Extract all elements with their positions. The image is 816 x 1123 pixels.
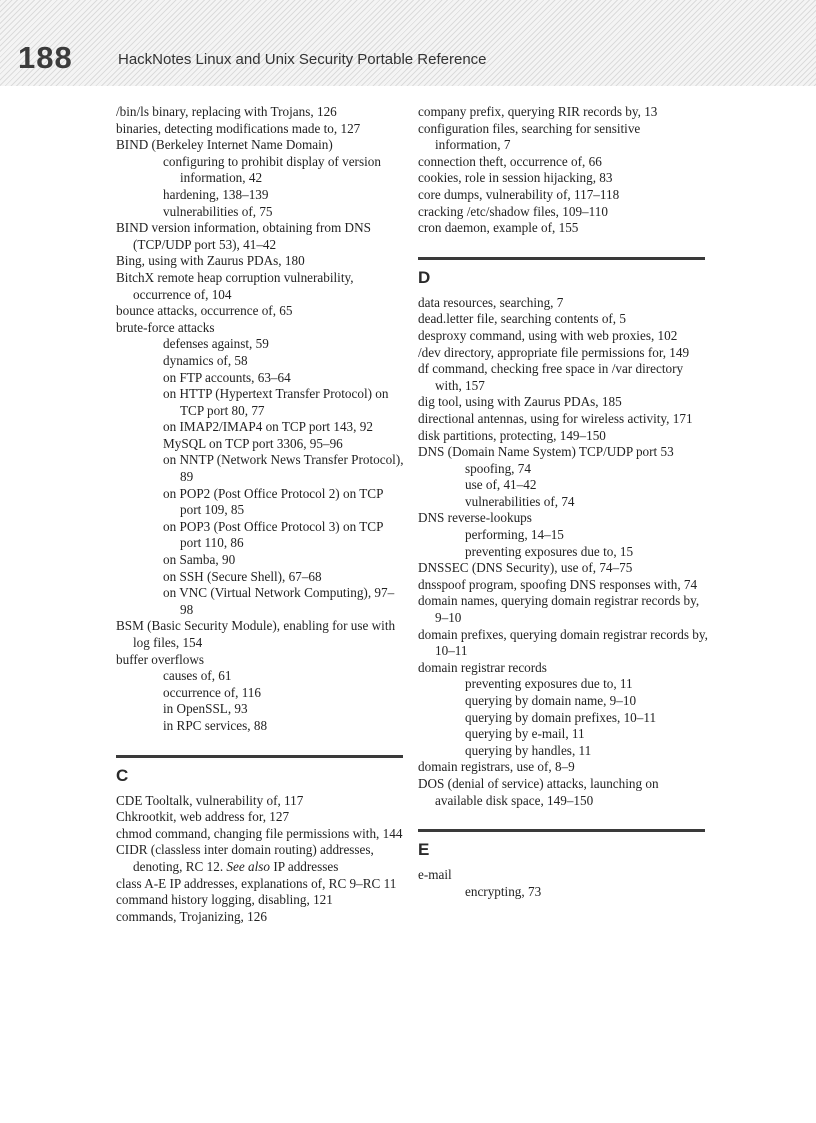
index-entry: e-mail (418, 867, 452, 883)
index-section-continued (418, 104, 708, 237)
index-entry: BIND (Berkeley Internet Name Domain) (116, 137, 333, 153)
index-entry: DOS (denial of service) attacks, launching on available disk space, 149–150 (418, 775, 659, 808)
index-entry (116, 842, 406, 875)
entry-text-continued: IP addresses (273, 858, 339, 874)
index-entry: DNS (Domain Name System) TCP/UDP port 53 (418, 444, 674, 460)
index-entry: Chkrootkit, web address for, 127 (116, 809, 290, 825)
index-entry: data resources, searching, 7 (418, 294, 564, 310)
index-subentry: MySQL on TCP port 3306, 95–96 (163, 435, 343, 451)
index-subentry: on POP3 (Post Office Protocol 3) on TCP port 110, 86 (163, 518, 383, 551)
index-subentry: on VNC (Virtual Network Computing), 97–98 (163, 585, 395, 617)
see-also-reference: See also (226, 858, 271, 874)
index-subentry: on SSH (Secure Shell), 67–68 (163, 568, 322, 584)
index-subentry: configuring to prohibit display of version information, 42 (163, 153, 381, 186)
index-entry: commands, Trojanizing, 126 (116, 908, 267, 924)
index-entry: BSM (Basic Security Module), enabling for use with log files, 154 (116, 618, 396, 650)
index-column-left (116, 104, 406, 925)
index-entry: BIND version information, obtaining from DNS (TCP/UDP port 53), 41–42 (116, 220, 371, 252)
index-entry: dig tool, using with Zaurus PDAs, 185 (418, 394, 622, 410)
index-section-continued (116, 104, 406, 735)
index-section-d (418, 257, 708, 809)
index-entry: bounce attacks, occurrence of, 65 (116, 303, 293, 319)
index-entry: connection theft, occurrence of, 66 (418, 153, 602, 169)
index-entry: domain registrars, use of, 8–9 (418, 759, 575, 775)
index-subentry: querying by e-mail, 11 (465, 726, 585, 742)
index-entry: class A-E IP addresses, explanations of, RC 9–RC 11 (116, 875, 397, 891)
index-subentry: in OpenSSL, 93 (163, 701, 248, 717)
index-entry: core dumps, vulnerability of, 117–118 (418, 186, 620, 202)
index-entry: binaries, detecting modifications made to, 127 (116, 120, 361, 136)
header-band (0, 0, 816, 86)
index-entry: domain prefixes, querying domain registrar records by, 10–11 (418, 626, 708, 659)
index-subentry: on IMAP2/IMAP4 on TCP port 143, 92 (163, 419, 373, 435)
index-entry: /dev directory, appropriate file permissions for, 149 (418, 344, 690, 360)
index-entry: BitchX remote heap corruption vulnerability, occurrence of, 104 (116, 269, 354, 302)
index-entry: company prefix, querying RIR records by, 13 (418, 104, 658, 119)
index-entry: domain registrar records (418, 659, 547, 675)
index-entry: Bing, using with Zaurus PDAs, 180 (116, 253, 305, 269)
index-subentry: performing, 14–15 (465, 527, 564, 543)
index-subentry: on HTTP (Hypertext Transfer Protocol) on TCP port 80, 77 (163, 386, 389, 418)
index-subentry: hardening, 138–139 (163, 186, 269, 202)
section-letter: D (418, 267, 431, 287)
index-entry: dead.letter file, searching contents of, 5 (418, 311, 626, 327)
index-entry: df command, checking free space in /var directory with, 157 (418, 361, 684, 393)
index-column-right (418, 104, 708, 900)
section-divider (116, 755, 403, 758)
index-subentry: on FTP accounts, 63–64 (163, 369, 291, 385)
index-entry: /bin/ls binary, replacing with Trojans, 126 (116, 104, 337, 119)
index-entry: cron daemon, example of, 155 (418, 220, 579, 236)
index-entry: cracking /etc/shadow files, 109–110 (418, 203, 608, 219)
index-entry: brute-force attacks (116, 319, 215, 335)
index-entry: chmod command, changing file permissions with, 144 (116, 825, 403, 841)
section-divider (418, 829, 705, 832)
index-entry: cookies, role in session hijacking, 83 (418, 170, 613, 186)
index-subentry: in RPC services, 88 (163, 717, 268, 733)
index-entry: configuration files, searching for sensitive information, 7 (418, 120, 641, 153)
index-entry: disk partitions, protecting, 149–150 (418, 427, 606, 443)
index-subentry: dynamics of, 58 (163, 352, 248, 368)
index-subentry: querying by handles, 11 (465, 742, 592, 758)
index-entry: command history logging, disabling, 121 (116, 892, 333, 908)
index-subentry: preventing exposures due to, 15 (465, 543, 634, 559)
index-subentry: querying by domain prefixes, 10–11 (465, 709, 657, 725)
index-subentry: defenses against, 59 (163, 336, 269, 352)
entry-text: CIDR (classless inter domain routing) addresses, denoting, RC 12. (116, 842, 374, 874)
index-subentry: on POP2 (Post Office Protocol 2) on TCP port 109, 85 (163, 485, 383, 518)
index-subentry: vulnerabilities of, 74 (465, 493, 575, 509)
index-section-e (418, 829, 708, 900)
section-letter: E (418, 840, 430, 860)
index-entry: CDE Tooltalk, vulnerability of, 117 (116, 792, 304, 808)
index-subentry: on NNTP (Network News Transfer Protocol), 89 (163, 452, 404, 485)
index-subentry: causes of, 61 (163, 668, 232, 684)
index-entry: DNS reverse-lookups (418, 510, 532, 526)
running-title: HackNotes Linux and Unix Security Portable Reference (118, 51, 487, 68)
index-entry: desproxy command, using with web proxies, 102 (418, 327, 678, 343)
index-subentry: occurrence of, 116 (163, 684, 261, 700)
index-subentry: use of, 41–42 (465, 477, 537, 493)
section-letter: C (116, 765, 129, 785)
index-entry: DNSSEC (DNS Security), use of, 74–75 (418, 560, 633, 576)
index-subentry: on Samba, 90 (163, 552, 236, 568)
index-subentry: querying by domain name, 9–10 (465, 693, 637, 708)
index-subentry: spoofing, 74 (465, 460, 531, 476)
index-subentry: encrypting, 73 (465, 883, 542, 899)
index-entry: domain names, querying domain registrar records by, 9–10 (418, 593, 700, 626)
index-entry: dnsspoof program, spoofing DNS responses with, 74 (418, 576, 698, 592)
index-subentry: vulnerabilities of, 75 (163, 203, 273, 219)
index-entry: buffer overflows (116, 651, 205, 667)
index-entry: directional antennas, using for wireless activity, 171 (418, 410, 693, 426)
index-section-c (116, 755, 406, 926)
section-divider (418, 257, 705, 260)
index-subentry: preventing exposures due to, 11 (465, 676, 633, 692)
page-number: 188 (18, 40, 73, 75)
